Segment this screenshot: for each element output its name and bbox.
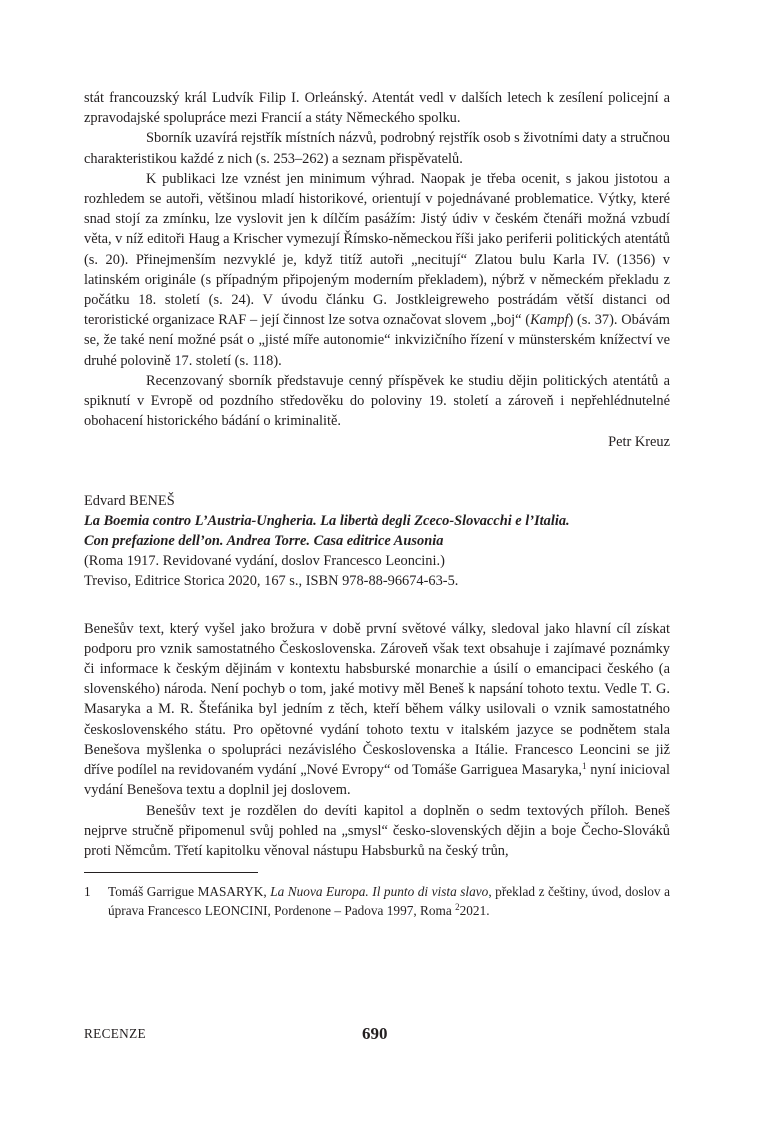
publication-info-line-2: Treviso, Editrice Storica 2020, 167 s., ISBN 978-88-96674-63-5. (84, 573, 459, 590)
footnote-edition: 2 (455, 902, 460, 913)
intro-paragraph-1: stát francouzský král Ludvík Filip I. Orleánský. Atentát vedl v dalších letech k zesílení policejní a zpravodajské spolupráce mezi Francií a státy Německého spolku. (84, 90, 670, 127)
footnote-author: Tomáš Garrigue MASARYK, (108, 884, 271, 900)
intro-paragraph-3-text-b: ) (s. 37). Obávám se, že také není možné psát o „jisté míře autonomie“ inkvizičního řízení v münsterském knížectví ve druhé polovině 17. století (s. 118). (84, 312, 670, 369)
footnote (84, 882, 670, 920)
book-title-line-1: La Boemia contro L’Austria-Ungheria. La libertà degli Zceco-Slovacchi e l’Italia. (84, 512, 570, 529)
page-number: 690 (362, 1024, 388, 1043)
review-paragraph-2: Benešův text je rozdělen do devíti kapitol a doplněn o sedm textových příloh. Beneš nejprve stručně připomenul svůj pohled na „smysl“ česko-slovenských dějin a boje Čecho-Slováků proti Němcům. Třetí kapitolku věnoval nástupu Habsburků na český trůn, (84, 802, 670, 859)
intro-paragraph-3-italic: Kampf (530, 312, 569, 329)
page-body (84, 88, 670, 920)
running-head: RECENZE (84, 1026, 146, 1041)
intro-paragraph-4: Recenzovaný sborník představuje cenný příspěvek ke studiu dějin politických atentátů a spiknutí v Evropě od pozdního středověku do poloviny 19. století a zároveň i nepřehlédnutelné obohacení historického bádání o kriminalitě. (84, 372, 670, 430)
review-paragraph-1-text-b: nyní inicioval vydání Benešova textu a doplnil jej doslovem. (84, 762, 670, 799)
review-heading (84, 491, 670, 592)
book-author: Edvard BENEŠ (84, 492, 175, 509)
book-title-line-2: Con prefazione dell’on. Andrea Torre. Casa editrice Ausonia (84, 533, 444, 550)
page-footer (84, 1024, 670, 1048)
footnote-number: 1 (84, 884, 91, 900)
footnote-divider (84, 872, 258, 873)
review-paragraph-1-text-a: Benešův text, který vyšel jako brožura v době první světové války, sledoval jako hlavní cíl získat podporu pro vznik samostatného Československa. Zároveň však text obsahuje i zajímavé poznámky či informace k českým dějinám v kontextu habsburské monarchie a úsilí o emancipaci českého (a slovenského) národa. Není pochyb o tom, jaké motivy měl Beneš k napsání tohoto textu. Vedle T. G. Masaryka a M. R. Štefánika byl jedním z těch, kteří během války usilovali o vznik samostatného československého státu. Pro opětovné vydání tohoto textu v italském jazyce se podnětem stala Benešova myšlenka o spolupráci nezávislého Československa a Itálie. Francesco Leoncini se již dříve podílel na revidovaném vydání „Nové Evropy“ od Tomáše Garriguea Masaryka, (84, 620, 670, 779)
publication-info-line-1: (Roma 1917. Revidované vydání, doslov Francesco Leoncini.) (84, 553, 445, 570)
footnote-title: La Nuova Europa. Il punto di vista slavo (270, 884, 489, 900)
intro-paragraph-3-text-a: K publikaci lze vznést jen minimum výhrad. Naopak je třeba ocenit, s jakou jistotou a rozhledem se autoři, většinou mladí historikové, orientují v pojednávané problematice. Výtky, které snad stojí za zmínku, lze vyslovit jen k dílčím pasážím: Jistý údiv v českém čtenáři možná vzbudí věta, v níž editoři Haug a Krischer vymezují Římsko-německou říši jako periferii politických atentátů (s. 20). Přinejmenším nezvyklé je, když titíž autoři „necitují“ Zlatou bulu Karla IV. (1356) v latinském originále (s případným připojeným moderním překladem), nýbrž v německém překladu z počátku 18. století (s. 24). V úvodu článku G. Jostkleigreweho postrádám větší distanci od teroristické organizace RAF – její činnost lze sotva označovat slovem „boj“ ( (84, 170, 670, 329)
reviewer-signature: Petr Kreuz (608, 434, 670, 451)
review-paragraph-1 (84, 619, 670, 801)
intro-paragraph-2: Sborník uzavírá rejstřík místních názvů, podrobný rejstřík osob s životními daty a stručnou charakteristikou každé z nich (s. 253–262) a seznam přispěvatelů. (84, 130, 670, 167)
footnote-text (108, 882, 670, 920)
footnote-reference[interactable]: 1 (582, 761, 587, 772)
intro-paragraph-3 (84, 169, 670, 371)
footnote-year: 2021. (459, 903, 490, 919)
footnote-details: , překlad z češtiny, úvod, doslov a úprava Francesco LEONCINI, Pordenone – Padova 1997, Roma (108, 884, 671, 919)
